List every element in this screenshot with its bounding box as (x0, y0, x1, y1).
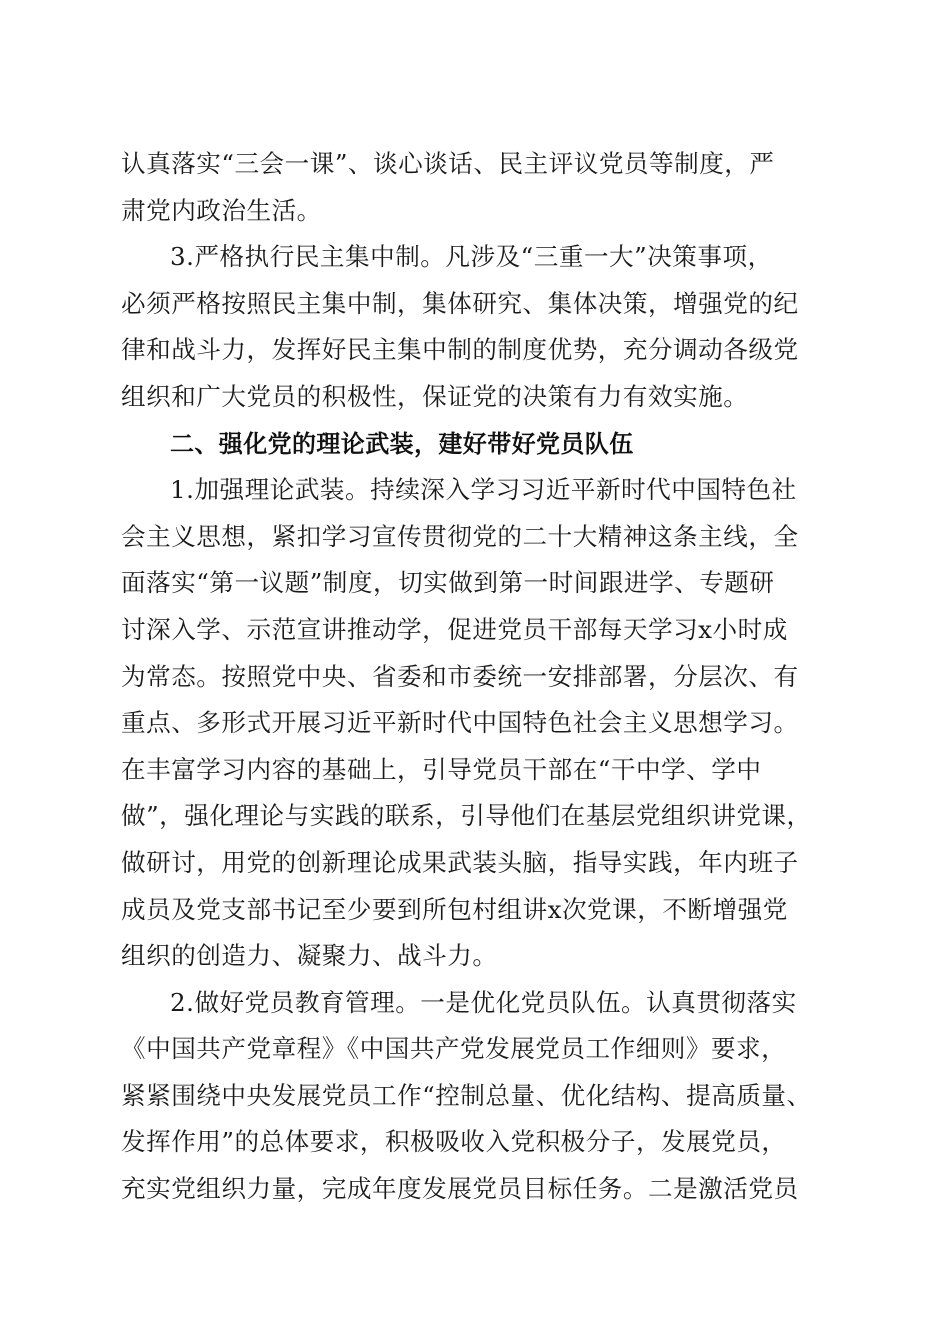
text-line-4: 必须严格按照民主集中制，集体研究、集体决策，增强党的纪 (121, 288, 799, 318)
text-line-2: 肃党内政治生活。 (121, 195, 322, 225)
text-line-17: 成员及党支部书记至少要到所包村组讲x次党课，不断增强党 (121, 894, 788, 924)
text-line-23: 充实党组织力量，完成年度发展党员目标任务。二是激活党员 (121, 1174, 799, 1204)
text-line-18: 组织的创造力、凝聚力、战斗力。 (121, 941, 498, 971)
text-line-20: 《中国共产党章程》《中国共产党发展党员工作细则》要求， (121, 1034, 787, 1064)
text-line-21: 紧紧围绕中央发展党员工作“控制总量、优化结构、提高质量、 (121, 1080, 812, 1110)
text-line-11: 讨深入学、示范宣讲推动学，促进党员干部每天学习x小时成 (121, 614, 788, 644)
text-line-19: 2.做好党员教育管理。一是优化党员队伍。认真贯彻落实 (170, 987, 797, 1017)
text-line-14: 在丰富学习内容的基础上，引导党员干部在“干中学、学中 (121, 754, 762, 784)
document-body (121, 141, 841, 1213)
text-line-12: 为常态。按照党中央、省委和市委统一安排部署，分层次、有 (121, 661, 799, 691)
section-heading: 二、强化党的理论武装，建好带好党员队伍 (170, 429, 634, 458)
text-line-16: 做研讨，用党的创新理论成果武装头脑，指导实践，年内班子 (121, 847, 799, 877)
text-line-5: 律和战斗力，发挥好民主集中制的制度优势，充分调动各级党 (121, 335, 799, 365)
text-line-22: 发挥作用”的总体要求，积极吸收入党积极分子，发展党员， (121, 1127, 787, 1157)
text-line-9: 会主义思想，紧扣学习宣传贯彻党的二十大精神这条主线，全 (121, 521, 799, 551)
text-line-3: 3.严格执行民主集中制。凡涉及“三重一大”决策事项， (170, 242, 773, 272)
text-line-15: 做”，强化理论与实践的联系，引导他们在基层党组织讲党课， (121, 801, 812, 831)
text-line-13: 重点、多形式开展习近平新时代中国特色社会主义思想学习。 (121, 708, 799, 738)
text-line-6: 组织和广大党员的积极性，保证党的决策有力有效实施。 (121, 381, 749, 411)
text-line-1: 认真落实“三会一课”、谈心谈话、民主评议党员等制度，严 (121, 149, 775, 178)
text-line-10: 面落实“第一议题”制度，切实做到第一时间跟进学、专题研 (121, 568, 775, 598)
text-line-8: 1.加强理论武装。持续深入学习习近平新时代中国特色社 (170, 475, 797, 505)
